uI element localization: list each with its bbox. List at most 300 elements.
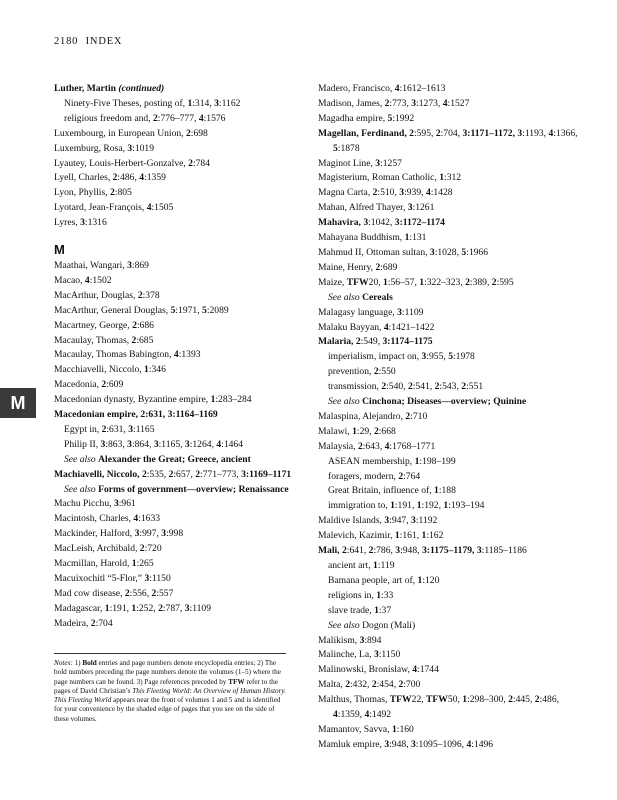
- entry-text: :1505: [151, 202, 174, 214]
- entry-text: 3: [421, 351, 427, 363]
- entry-text: 4: [146, 202, 152, 214]
- entry-text: 1: [462, 694, 468, 706]
- entry-text: :1633: [138, 513, 161, 525]
- entry-text: Malawi,: [318, 425, 353, 437]
- entry-text: Forms of government—overview; Renaissance: [98, 483, 289, 495]
- index-subentry: [318, 380, 580, 395]
- entry-text: Macintosh, Charles,: [54, 513, 134, 525]
- entry-text: MacArthur, Douglas,: [54, 289, 138, 301]
- entry-text: 1: [187, 97, 193, 109]
- entry-text: Maize,: [318, 276, 347, 288]
- index-subentry: [54, 438, 292, 453]
- entry-text: :265: [136, 558, 154, 570]
- entry-text: :131: [409, 232, 427, 244]
- index-entry: [318, 440, 580, 455]
- index-entry: [318, 157, 580, 172]
- index-entry: [318, 693, 580, 723]
- entry-text: :686: [136, 319, 154, 331]
- entry-text: 3: [375, 157, 381, 169]
- index-subentry: [54, 423, 292, 438]
- index-entry: [54, 527, 292, 542]
- entry-text: religions in,: [328, 589, 377, 601]
- entry-text: :1109: [401, 306, 424, 318]
- entry-text: :1316: [84, 217, 107, 229]
- entry-text: 1: [421, 530, 427, 542]
- entry-text: 3: [161, 528, 167, 540]
- entry-text: Madeira,: [54, 617, 91, 629]
- entry-text: 1: [374, 604, 379, 616]
- entry-text: 1: [414, 455, 420, 467]
- index-entry: [54, 319, 292, 334]
- entry-text: 2: [132, 319, 137, 331]
- entry-text: religious freedom and,: [64, 112, 153, 124]
- entry-text: Maldive Islands,: [318, 515, 385, 527]
- index-subentry: [318, 499, 580, 514]
- entry-text: 2: [341, 545, 347, 557]
- index-entry: [318, 186, 580, 201]
- index-subentry: [318, 604, 580, 619]
- entry-text: See also: [328, 619, 363, 631]
- entry-text: 1: [390, 500, 395, 512]
- entry-text: :1150: [378, 649, 401, 661]
- index-entry: [54, 334, 292, 349]
- index-entry: [54, 468, 292, 483]
- index-entry: [318, 648, 580, 663]
- entry-text: 5: [170, 304, 176, 316]
- index-entry: [318, 306, 580, 321]
- index-entry: [54, 142, 292, 157]
- entry-text: :631,: [106, 423, 129, 435]
- entry-text: :541,: [412, 381, 435, 393]
- entry-text: 3: [411, 97, 417, 109]
- entry-text: 2: [434, 381, 440, 393]
- entry-text: :1264,: [189, 438, 217, 450]
- entry-text: 5: [387, 112, 393, 124]
- entry-text: 1: [352, 425, 357, 437]
- entry-text: 2: [124, 587, 130, 599]
- entry-text: :549,: [360, 336, 383, 348]
- index-entry: [54, 393, 292, 408]
- index-entry: [54, 602, 292, 617]
- entry-text: :1502: [89, 274, 112, 286]
- entry-text: :786,: [373, 545, 396, 557]
- entry-text: 3: [113, 498, 119, 510]
- entry-text: Macedonia,: [54, 379, 102, 391]
- entry-text: 2: [101, 379, 107, 391]
- entry-text: 2: [373, 366, 379, 378]
- entry-text: Maine, Henry,: [318, 261, 376, 273]
- entry-text: 2: [534, 694, 540, 706]
- entry-text: :1768–1771: [389, 440, 436, 452]
- entry-text: 4: [466, 738, 472, 750]
- entry-text: :193–194: [448, 500, 485, 512]
- entry-text: :1878: [337, 142, 360, 154]
- entry-text: :700: [403, 679, 421, 691]
- entry-text: immigration to,: [328, 500, 391, 512]
- entry-text: :33: [381, 589, 394, 601]
- index-entry: [54, 157, 292, 172]
- entry-text: :389,: [469, 276, 492, 288]
- entry-text: Malevich, Kazimir,: [318, 530, 395, 542]
- entry-text: Mamluk empire,: [318, 738, 385, 750]
- entry-text: :947,: [389, 515, 412, 527]
- entry-text: 3:1174–1175: [382, 336, 433, 348]
- entry-text: :1019: [132, 142, 155, 154]
- entry-text: 3: [373, 649, 379, 661]
- entry-text: Great Britain, influence of,: [328, 485, 435, 497]
- entry-text: 2: [491, 276, 497, 288]
- index-entry: [318, 97, 580, 112]
- entry-text: 3:1169–1171: [241, 468, 292, 480]
- page-number: 2180: [54, 36, 79, 47]
- index-subentry: [318, 395, 580, 410]
- entry-text: Ninety-Five Theses, posting of,: [64, 97, 188, 109]
- entry-text: :556,: [129, 587, 152, 599]
- entry-text: :1193,: [522, 127, 549, 139]
- entry-text: imperialism, impact on,: [328, 351, 422, 363]
- entry-text: :1492: [369, 709, 392, 721]
- entry-text: 1: [383, 276, 388, 288]
- index-subentry: [318, 574, 580, 589]
- entry-text: Malinche, La,: [318, 649, 374, 661]
- index-entry: [318, 231, 580, 246]
- entry-text: 3:1171–1172,: [462, 127, 515, 139]
- entry-text: See also: [328, 291, 363, 303]
- entry-text: 3: [359, 634, 365, 646]
- entry-text: Macartney, George,: [54, 319, 133, 331]
- entry-text: :486,: [117, 172, 140, 184]
- entry-text: 3:1172–1174: [394, 217, 445, 229]
- entry-text: 2: [398, 679, 404, 691]
- entry-text: Magisterium, Roman Catholic,: [318, 172, 440, 184]
- index-entry: [318, 678, 580, 693]
- entry-text: :1095–1096,: [415, 738, 467, 750]
- entry-text: :869: [131, 259, 149, 271]
- entry-text: :1192: [415, 515, 438, 527]
- entry-text: 2: [398, 470, 404, 482]
- entry-text: Malikism,: [318, 634, 360, 646]
- entry-text: :704: [95, 617, 113, 629]
- entry-text: Machu Picchu,: [54, 498, 114, 510]
- entry-text: 3: [184, 602, 190, 614]
- entry-text: :298–300,: [467, 694, 509, 706]
- entry-text: :948,: [389, 738, 411, 750]
- entry-text: 1: [131, 602, 137, 614]
- entry-text: :955,: [426, 351, 449, 363]
- entry-text: 3: [128, 423, 134, 435]
- entry-text: entries and page numbers denote encyclopedia entries; 2) The bold numbers preceding the page numbers denote the volumes (1–5) where the page numbers can be found. 3) Page references preceded by: [54, 659, 281, 686]
- entry-text: 3: [80, 217, 85, 229]
- index-entry: [318, 246, 580, 261]
- entry-text: :37: [378, 604, 392, 616]
- entry-text: 4: [333, 709, 338, 721]
- entry-text: :864,: [131, 438, 154, 450]
- index-entry: [318, 723, 580, 738]
- entry-text: :641,: [346, 545, 369, 557]
- entry-text: :1109: [189, 602, 212, 614]
- letter-heading: M: [54, 242, 65, 258]
- entry-text: Philip II,: [64, 438, 101, 450]
- entry-text: 5: [448, 351, 453, 363]
- entry-text: :1150: [149, 573, 171, 584]
- entry-text: :961: [118, 498, 136, 510]
- index-entry: [54, 348, 292, 363]
- entry-text: Machiavelli, Niccolo,: [54, 468, 142, 480]
- running-head: INDEX: [85, 36, 123, 47]
- index-entry: [54, 542, 292, 557]
- entry-text: 4: [383, 321, 389, 333]
- index-entry: [54, 216, 292, 231]
- entry-text: :776–777,: [157, 112, 199, 124]
- entry-text: Magna Carta,: [318, 187, 373, 199]
- entry-text: :120: [422, 574, 440, 586]
- entry-text: Macedonian dynasty, Byzantine empire,: [54, 394, 211, 406]
- entry-text: Mackinder, Halford,: [54, 528, 135, 540]
- entry-text: 1: [373, 560, 378, 571]
- entry-text: :1576: [203, 112, 226, 124]
- entry-text: 2: [508, 694, 513, 706]
- notes-box: [54, 653, 286, 724]
- index-subentry: [318, 589, 580, 604]
- entry-text: 2: [112, 172, 118, 184]
- entry-text: Lyautey, Louis-Herbert-Gonzalve,: [54, 157, 189, 169]
- entry-text: Madero, Francisco,: [318, 83, 395, 94]
- entry-text: :535,: [146, 468, 169, 480]
- index-entry: [54, 512, 292, 527]
- entry-text: Bold: [82, 659, 97, 667]
- entry-text: :1359,: [337, 709, 365, 721]
- index-entry: [54, 497, 292, 512]
- entry-text: Macao,: [54, 274, 85, 286]
- entry-text: Lyell, Charles,: [54, 172, 113, 184]
- entry-text: appears near the front of volumes 1 and 5 and is identified for your convenience by the shaded edge of pages that you see on the side of these volumes.: [54, 696, 281, 723]
- entry-text: 2: [381, 381, 387, 393]
- entry-text: 1): [72, 659, 83, 667]
- entry-text: :1393: [178, 349, 201, 361]
- entry-text: 1: [394, 530, 400, 542]
- entry-text: 1: [391, 723, 397, 735]
- entry-text: :1028,: [434, 246, 462, 258]
- entry-text: Malthus, Thomas,: [318, 694, 390, 706]
- index-subentry: [318, 455, 580, 470]
- entry-text: :1428: [430, 187, 453, 199]
- entry-text: (continued): [118, 83, 165, 94]
- entry-text: 4: [139, 172, 145, 184]
- entry-text: 2: [372, 187, 378, 199]
- entry-text: :1744: [417, 664, 439, 676]
- entry-text: 3:1175–1179,: [421, 545, 475, 557]
- entry-text: :1978: [452, 351, 475, 363]
- entry-text: :1165,: [158, 438, 185, 450]
- entry-text: 3: [127, 259, 132, 271]
- entry-text: 5: [333, 142, 338, 154]
- entry-text: ASEAN membership,: [328, 455, 415, 467]
- entry-text: Cinchona; Diseases—overview; Quinine: [362, 396, 527, 408]
- entry-text: This Fleeting World: An Overview of Human History.: [132, 686, 286, 695]
- entry-text: 2: [101, 423, 107, 435]
- entry-text: :657,: [173, 468, 196, 480]
- entry-text: Madagascar,: [54, 602, 105, 614]
- entry-text: 2: [109, 187, 115, 199]
- index-entry: [54, 572, 292, 587]
- index-entry: [54, 557, 292, 572]
- entry-text: slave trade,: [328, 604, 375, 616]
- entry-text: 2: [141, 468, 147, 480]
- entry-text: :1421–1422: [388, 321, 435, 333]
- entry-text: :863,: [105, 438, 128, 450]
- entry-text: 1: [434, 485, 439, 497]
- entry-text: See also: [328, 396, 363, 408]
- entry-text: :784: [192, 157, 211, 169]
- entry-text: ancient art,: [328, 560, 374, 571]
- entry-text: Malaria,: [318, 336, 356, 348]
- entry-text: Macaulay, Thomas Babington,: [54, 349, 174, 361]
- entry-text: 3: [134, 528, 140, 540]
- index-entry: [54, 617, 292, 632]
- entry-text: MacArthur, General Douglas,: [54, 304, 171, 316]
- index-entry: [318, 201, 580, 216]
- entry-text: Luxembourg, in European Union,: [54, 127, 186, 139]
- entry-text: Mamantov, Savva,: [318, 723, 392, 735]
- index-entry: [318, 112, 580, 127]
- index-entry: [54, 127, 292, 142]
- entry-text: 3: [384, 738, 390, 750]
- entry-text: :720: [144, 543, 162, 555]
- page-header: [54, 36, 122, 47]
- entry-text: foragers, modern,: [328, 470, 399, 482]
- index-subentry: [318, 559, 580, 574]
- entry-text: 3: [429, 246, 435, 258]
- entry-text: TFW: [389, 694, 412, 706]
- index-subentry: [54, 97, 292, 112]
- entry-text: 4: [133, 513, 139, 525]
- index-column-right: [318, 82, 580, 753]
- entry-text: TFW: [228, 677, 245, 686]
- entry-text: :540,: [386, 381, 408, 393]
- entry-text: Mahmud II, Ottoman sultan,: [318, 246, 430, 258]
- entry-text: Lyotard, Jean-François,: [54, 202, 147, 214]
- entry-text: 4: [412, 664, 418, 676]
- entry-text: :432,: [349, 679, 372, 691]
- entry-text: 3: [127, 142, 133, 154]
- index-subentry: [318, 470, 580, 485]
- entry-text: 2: [188, 157, 193, 169]
- entry-text: 2: [405, 410, 411, 422]
- entry-text: 2: [461, 381, 467, 393]
- entry-text: :1273,: [416, 97, 443, 109]
- entry-text: 3: [517, 127, 523, 139]
- entry-text: Mad cow disease,: [54, 587, 125, 599]
- entry-text: 2: [384, 97, 390, 109]
- entry-text: 2: [195, 468, 201, 480]
- entry-text: :1612–1613: [399, 83, 446, 94]
- index-entry: [318, 261, 580, 276]
- entry-text: :29,: [356, 425, 374, 437]
- entry-text: 1: [416, 500, 422, 512]
- entry-text: 2: [368, 545, 374, 557]
- entry-text: 5: [461, 246, 467, 258]
- entry-text: :595,: [413, 127, 436, 139]
- entry-text: :191,: [394, 500, 417, 512]
- index-entry: [318, 663, 580, 678]
- entry-text: Magellan, Ferdinand,: [318, 127, 410, 139]
- entry-text: Mali,: [318, 545, 342, 557]
- entry-text: See also: [64, 453, 99, 465]
- entry-text: 50,: [447, 694, 463, 706]
- entry-text: 4: [364, 709, 370, 721]
- entry-text: Mahayana Buddhism,: [318, 232, 405, 244]
- entry-text: :668: [378, 425, 396, 437]
- index-subentry: [54, 453, 292, 468]
- entry-text: :1966: [466, 246, 489, 258]
- entry-text: 2: [357, 440, 363, 452]
- entry-text: Lyon, Phyllis,: [54, 187, 110, 199]
- entry-text: 2: [168, 468, 174, 480]
- entry-text: Madison, James,: [318, 97, 385, 109]
- index-entry: [318, 425, 580, 440]
- entry-text: :685: [136, 334, 154, 346]
- entry-text: :191,: [109, 602, 132, 614]
- entry-text: :894: [364, 634, 382, 646]
- entry-text: 2: [90, 617, 96, 629]
- entry-text: 2: [373, 425, 379, 437]
- index-column-left: [54, 82, 292, 632]
- entry-text: :595: [496, 276, 514, 288]
- entry-text: Macmillan, Harold,: [54, 558, 132, 570]
- entry-text: 2: [435, 127, 441, 139]
- index-entry: [54, 259, 292, 274]
- entry-text: Luxemburg, Rosa,: [54, 142, 128, 154]
- entry-text: 2: [409, 127, 414, 139]
- index-entry: [318, 335, 580, 350]
- entry-text: :312: [444, 172, 462, 184]
- entry-text: transmission,: [328, 381, 382, 393]
- entry-text: 2: [465, 276, 470, 288]
- entry-text: 4: [173, 349, 179, 361]
- index-entry: [54, 82, 292, 97]
- entry-text: 3: [184, 438, 190, 450]
- entry-text: 4: [216, 438, 222, 450]
- index-entry: [54, 587, 292, 602]
- entry-text: :805: [114, 187, 132, 199]
- entry-text: 1: [443, 500, 449, 512]
- entry-text: 3: [407, 202, 413, 214]
- entry-text: Mahavira,: [318, 217, 364, 229]
- entry-text: :162: [426, 530, 444, 542]
- entry-text: 2: [371, 679, 377, 691]
- entry-text: Luther, Martin: [54, 83, 119, 94]
- entry-text: 5: [202, 304, 207, 316]
- entry-text: :283–284: [215, 394, 252, 406]
- entry-text: Malaspina, Alejandro,: [318, 410, 406, 422]
- entry-text: 3: [411, 515, 416, 527]
- entry-text: :445,: [512, 694, 535, 706]
- entry-text: prevention,: [328, 366, 374, 378]
- entry-text: This Fleeting World: [54, 696, 112, 705]
- entry-text: 22,: [411, 694, 427, 706]
- entry-text: 4: [394, 83, 400, 94]
- index-entry: [318, 514, 580, 529]
- entry-text: :773,: [389, 97, 412, 109]
- entry-text: 4: [442, 97, 448, 109]
- entry-text: :161,: [399, 530, 422, 542]
- entry-text: 3: [399, 187, 405, 199]
- index-entry: [318, 82, 580, 97]
- index-entry: [54, 378, 292, 393]
- entry-text: 2: [139, 543, 145, 555]
- index-entry: [318, 127, 580, 157]
- entry-text: Macuixochitl “5-Flor,”: [54, 573, 145, 584]
